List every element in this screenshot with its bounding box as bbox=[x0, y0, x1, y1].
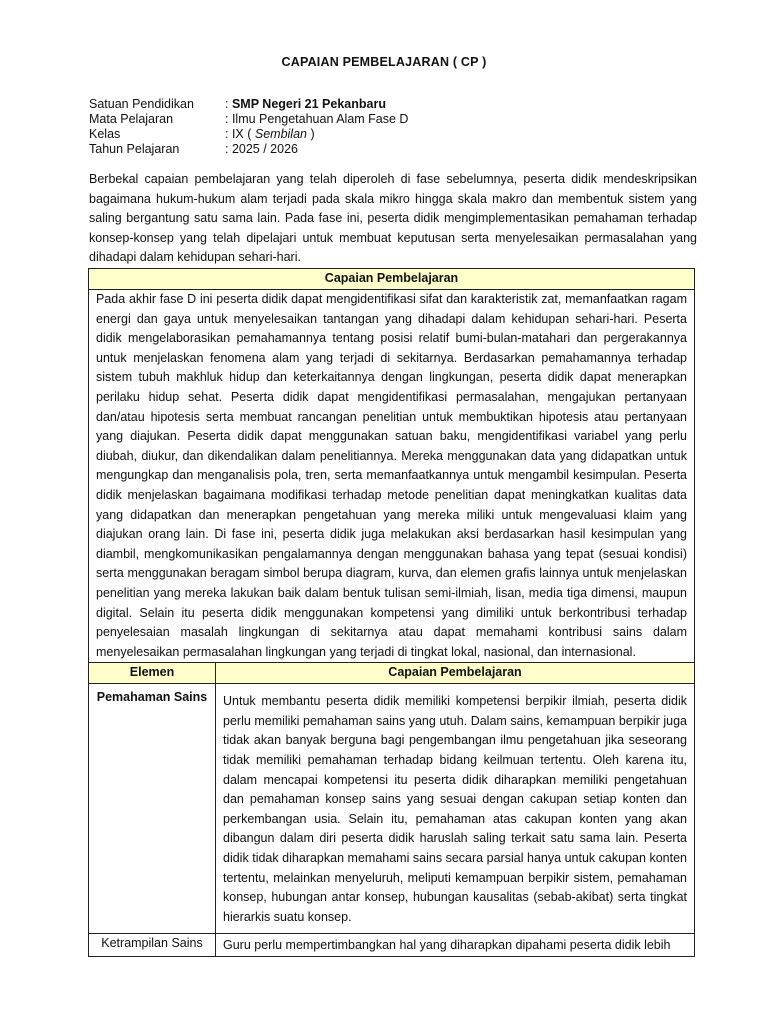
table-row bbox=[89, 934, 695, 957]
intro-paragraph: Berbekal capaian pembelajaran yang telah diperoleh di fase sebelumnya, peserta didik mendeskripsikan bagaimana hukum-hukum alam terjadi pada skala mikro hingga skala makro dan membentuk sistem yang saling bergantung satu sama lain. Pada fase ini, peserta didik mengimplementasikan pemahaman terhadap konsep-konsep yang telah dipelajari untuk membuat keputusan serta menyelesaikan permasalahan yang dihadapi dalam kehidupan sehari-hari. bbox=[89, 172, 697, 264]
school-year: 2025 / 2026 bbox=[231, 142, 298, 156]
elemen-description: Guru perlu mempertimbangkan hal yang diharapkan dipahami peserta didik lebih bbox=[216, 934, 695, 957]
meta-value bbox=[225, 112, 408, 127]
meta-row-tahun bbox=[89, 142, 408, 157]
school-name: SMP Negeri 21 Pekanbaru bbox=[231, 97, 386, 111]
cp-fase-d-text: Pada akhir fase D ini peserta didik dapat mengidentifikasi sifat dan karakteristik zat, memanfaatkan ragam energi dan gaya untuk menyelesaikan tantangan yang dihadapi dalam kehidupan sehari-hari. Peserta didik mengelaborasikan pemahamannya tentang posisi relatif bumi-bulan-matahari dan pergerakannya untuk menjelaskan fenomena alam yang terjadi di sekitarnya. Berdasarkan pemahamannya terhadap sistem tubuh makhluk hidup dan keterkaitannya dengan lingkungan, peserta didik dapat menerapkan perilaku hidup sehat. Peserta didik dapat mengidentifikasi permasalahan, mengajukan pertanyaan dan/atau hipotesis serta membuat rancangan penelitian untuk membuktikan hipotesis atau pertanyaan yang diajukan. Peserta didik dapat menggunakan satuan baku, mengidentifikasi variabel yang perlu diubah, diukur, dan dikendalikan dalam penelitiannya. Mereka menggunakan data yang didapatkan untuk mengungkap dan menganalisis pola, tren, serta memanfaatkannya untuk mengambil kesimpulan. Peserta didik menjelaskan bagaimana modifikasi terhadap metode penelitian dapat meningkatkan kualitas data yang didapatkan dan menerapkan pengetahuan yang mereka miliki untuk mengevaluasi klaim yang diajukan orang lain. Di fase ini, peserta didik juga melakukan aksi berdasarkan hasil kesimpulan yang diambil, mengkomunikasikan pengalamannya dengan menggunakan bahasa yang tepat (sesuai kondisi) serta menggunakan beragam simbol berupa diagram, kurva, dan elemen grafis lainnya untuk menjelaskan penelitian yang mereka lakukan baik dalam bentuk tulisan semi-ilmiah, lisan, media tiga dimensi, maupun digital. Selain itu peserta didik menggunakan kompetensi yang dimiliki untuk berkontribusi terhadap penyelesaian masalah lingkungan di sekitarnya atau dapat memahami kontribusi sains dalam menyelesaikan permasalahan lingkungan yang terjadi di tingkat lokal, nasional, dan internasional. bbox=[89, 290, 695, 663]
elemen-cell: Pemahaman Sains bbox=[89, 684, 216, 934]
meta-label: Kelas bbox=[89, 127, 121, 141]
meta-label: Satuan Pendidikan bbox=[89, 97, 194, 111]
separator: : bbox=[225, 127, 232, 141]
meta-label: Mata Pelajaran bbox=[89, 112, 174, 126]
elemen-cell: Ketrampilan Sains bbox=[89, 934, 216, 957]
meta-row-satuan bbox=[89, 97, 408, 112]
class-prefix: IX ( bbox=[231, 127, 255, 141]
page-title: CAPAIAN PEMBELAJARAN ( CP ) bbox=[281, 55, 487, 69]
class-suffix: ) bbox=[307, 127, 315, 141]
column-header-elemen: Elemen bbox=[89, 663, 216, 684]
subject-name: Ilmu Pengetahuan Alam Fase D bbox=[231, 112, 409, 126]
cp-table bbox=[88, 268, 695, 957]
identity-block bbox=[89, 97, 408, 157]
separator: : bbox=[225, 142, 232, 156]
separator: : bbox=[225, 112, 232, 126]
meta-value bbox=[225, 97, 386, 112]
meta-value bbox=[225, 127, 315, 142]
meta-row-mapel bbox=[89, 112, 408, 127]
column-header-cp: Capaian Pembelajaran bbox=[216, 663, 695, 684]
meta-label: Tahun Pelajaran bbox=[89, 142, 180, 156]
separator: : bbox=[225, 97, 232, 111]
meta-row-kelas bbox=[89, 127, 408, 142]
cp-table-header: Capaian Pembelajaran bbox=[89, 269, 695, 290]
elemen-description: Untuk membantu peserta didik memiliki kompetensi berpikir ilmiah, peserta didik perlu memiliki pemahaman sains yang utuh. Dalam sains, kemampuan berpikir juga tidak akan banyak berguna bagi pengembangan ilmu pengetahuan jika seseorang tidak memiliki pemahaman terhadap bidang keilmuan tertentu. Oleh karena itu, dalam mencapai kompetensi itu peserta didik diharapkan memiliki pengetahuan dan pemahaman konsep sains yang sesuai dengan cakupan setiap konten dan perkembangan usia. Selain itu, pemahaman atas cakupan konten yang akan dibangun dalam diri peserta didik haruslah saling terkait satu sama lain. Peserta didik tidak diharapkan memahami sains secara parsial hanya untuk cakupan konten tertentu, melainkan menyeluruh, meliputi kemampuan berpikir sistem, pemahaman konsep, hubungan antar konsep, hubungan kausalitas (sebab-akibat) serta tingkat hierarkis suatu konsep. bbox=[216, 684, 695, 934]
meta-value bbox=[225, 142, 298, 157]
table-row bbox=[89, 684, 695, 934]
class-word: Sembilan bbox=[254, 127, 307, 141]
